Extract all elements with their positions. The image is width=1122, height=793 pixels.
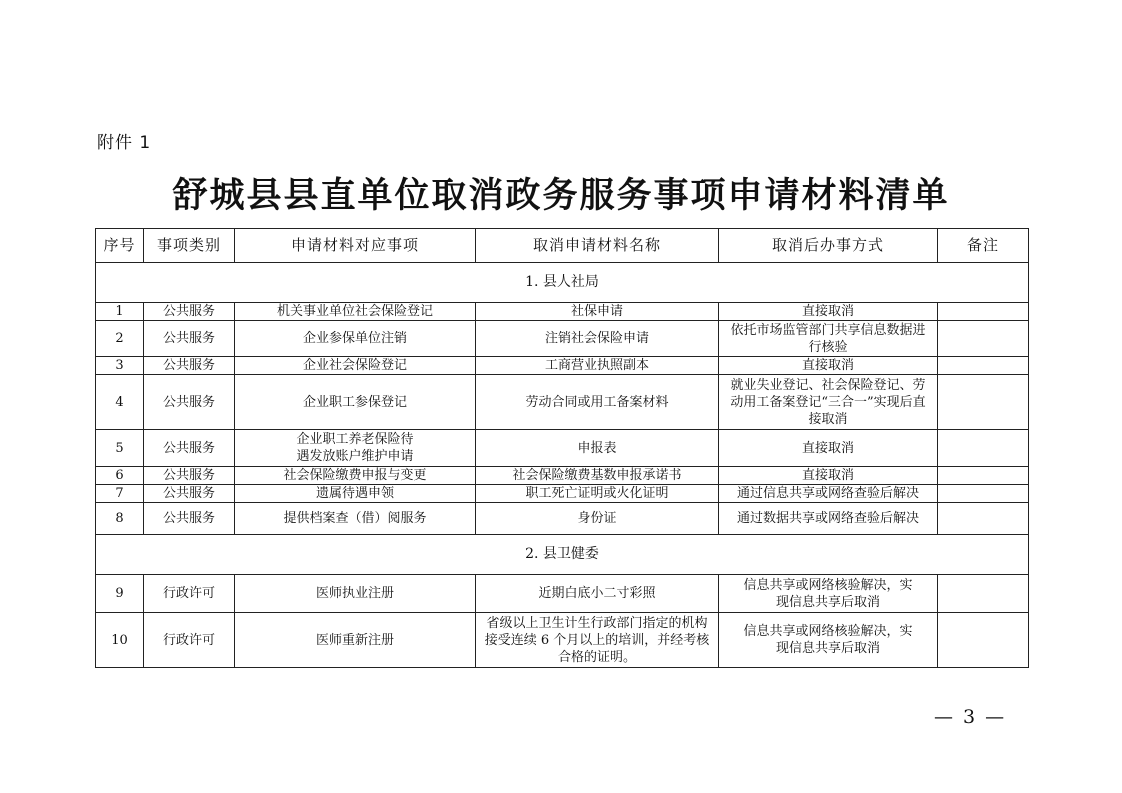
- header-material: 取消申请材料名称: [476, 229, 719, 263]
- cell-material: 省级以上卫生计生行政部门指定的机构接受连续 6 个月以上的培训，并经考核合格的证明。: [476, 613, 719, 668]
- table-row: [96, 375, 1029, 430]
- section-title: 1. 县人社局: [96, 263, 1029, 303]
- cell-method: 通过数据共享或网络查验后解决: [719, 503, 938, 535]
- cell-method: 直接取消: [719, 430, 938, 467]
- cell-material: 职工死亡证明或火化证明: [476, 485, 719, 503]
- cell-no: 2: [96, 321, 144, 357]
- cell-item: 企业参保单位注销: [235, 321, 476, 357]
- cell-no: 8: [96, 503, 144, 535]
- header-item: 申请材料对应事项: [235, 229, 476, 263]
- table-row: [96, 467, 1029, 485]
- cell-note: [938, 430, 1029, 467]
- cell-note: [938, 503, 1029, 535]
- cell-note: [938, 467, 1029, 485]
- cell-material: 劳动合同或用工备案材料: [476, 375, 719, 430]
- attachment-label: 附件 1: [97, 133, 152, 153]
- cell-item: 企业社会保险登记: [235, 357, 476, 375]
- cell-category: 公共服务: [144, 503, 235, 535]
- table-row: [96, 430, 1029, 467]
- table-header-row: [96, 229, 1029, 263]
- cell-category: 公共服务: [144, 485, 235, 503]
- cell-note: [938, 303, 1029, 321]
- cell-item: 企业职工养老保险待遇发放账户维护申请: [235, 430, 476, 467]
- cell-no: 5: [96, 430, 144, 467]
- cell-no: 10: [96, 613, 144, 668]
- section-title: 2. 县卫健委: [96, 535, 1029, 575]
- cell-item: 企业职工参保登记: [235, 375, 476, 430]
- cell-item: 医师执业注册: [235, 575, 476, 613]
- cell-category: 行政许可: [144, 575, 235, 613]
- header-category: 事项类别: [144, 229, 235, 263]
- cell-method: 依托市场监管部门共享信息数据进行核验: [719, 321, 938, 357]
- header-method: 取消后办事方式: [719, 229, 938, 263]
- cell-item: 社会保险缴费申报与变更: [235, 467, 476, 485]
- cell-no: 3: [96, 357, 144, 375]
- cell-material: 申报表: [476, 430, 719, 467]
- cell-material: 注销社会保险申请: [476, 321, 719, 357]
- cell-item: 遗属待遇申领: [235, 485, 476, 503]
- cell-method: 直接取消: [719, 467, 938, 485]
- materials-table: [95, 228, 1029, 668]
- cell-no: 7: [96, 485, 144, 503]
- cell-material: 近期白底小二寸彩照: [476, 575, 719, 613]
- cell-no: 1: [96, 303, 144, 321]
- cell-material: 身份证: [476, 503, 719, 535]
- table-row: [96, 575, 1029, 613]
- table-row: [96, 613, 1029, 668]
- table-row: [96, 303, 1029, 321]
- cell-method: 就业失业登记、社会保险登记、劳动用工备案登记“三合一”实现后直接取消: [719, 375, 938, 430]
- cell-no: 6: [96, 467, 144, 485]
- section-row: [96, 535, 1029, 575]
- cell-category: 公共服务: [144, 321, 235, 357]
- cell-category: 公共服务: [144, 430, 235, 467]
- page-number: — 3 —: [934, 706, 1007, 728]
- cell-category: 公共服务: [144, 303, 235, 321]
- cell-category: 公共服务: [144, 375, 235, 430]
- cell-material: 社保申请: [476, 303, 719, 321]
- cell-category: 行政许可: [144, 613, 235, 668]
- cell-no: 4: [96, 375, 144, 430]
- cell-note: [938, 575, 1029, 613]
- document-title: 舒城县县直单位取消政务服务事项申请材料清单: [172, 175, 950, 216]
- cell-material: 社会保险缴费基数申报承诺书: [476, 467, 719, 485]
- cell-material: 工商营业执照副本: [476, 357, 719, 375]
- section-row: [96, 263, 1029, 303]
- cell-category: 公共服务: [144, 357, 235, 375]
- cell-no: 9: [96, 575, 144, 613]
- cell-note: [938, 485, 1029, 503]
- table-row: [96, 321, 1029, 357]
- cell-note: [938, 321, 1029, 357]
- header-no: 序号: [96, 229, 144, 263]
- table-row: [96, 503, 1029, 535]
- cell-method: 信息共享或网络核验解决，实现信息共享后取消: [719, 575, 938, 613]
- cell-note: [938, 357, 1029, 375]
- cell-note: [938, 375, 1029, 430]
- header-note: 备注: [938, 229, 1029, 263]
- cell-category: 公共服务: [144, 467, 235, 485]
- table-row: [96, 357, 1029, 375]
- cell-item: 提供档案查（借）阅服务: [235, 503, 476, 535]
- cell-item: 机关事业单位社会保险登记: [235, 303, 476, 321]
- cell-note: [938, 613, 1029, 668]
- cell-method: 直接取消: [719, 357, 938, 375]
- cell-method: 通过信息共享或网络查验后解决: [719, 485, 938, 503]
- cell-item: 医师重新注册: [235, 613, 476, 668]
- table-row: [96, 485, 1029, 503]
- cell-method: 直接取消: [719, 303, 938, 321]
- cell-method: 信息共享或网络核验解决，实现信息共享后取消: [719, 613, 938, 668]
